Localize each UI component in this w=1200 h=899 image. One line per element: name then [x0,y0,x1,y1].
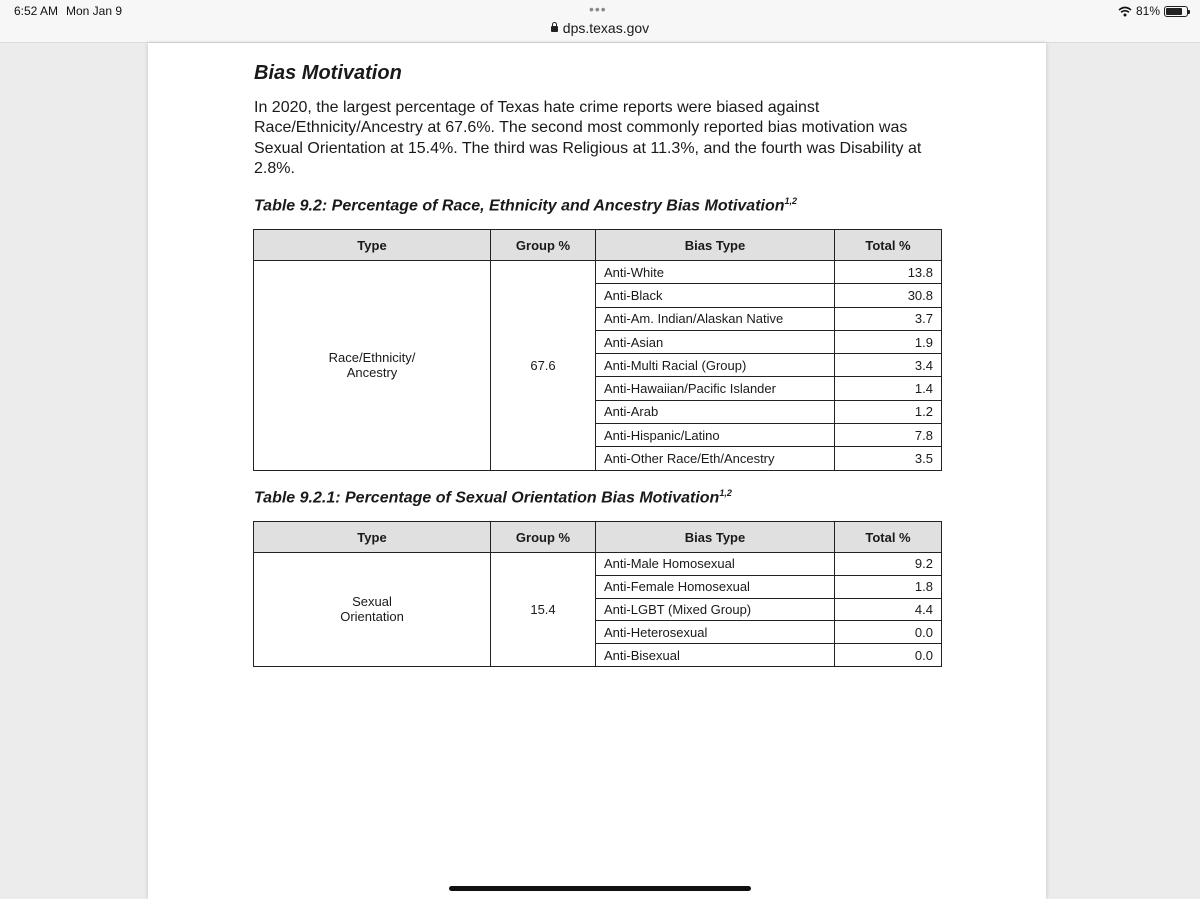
url-text: dps.texas.gov [562,20,650,36]
table-row [254,553,942,576]
status-date: Mon Jan 9 [66,4,123,18]
intro-paragraph: In 2020, the largest percentage of Texas hate crime reports were biased against Race/Ethnicity/Ancestry at 67.6%. The second most commonly reported bias motivation was Sexual Orientation at 15.4%. The third was Religious at 11.3%, and the fourth was Disability at 2.8%. [254,99,922,178]
battery-level [1166,8,1182,15]
total-pct-cell: 30.8 [835,284,942,307]
group-pct-cell: 15.4 [491,553,596,667]
wifi-icon [1118,6,1132,17]
bias-type-cell: Anti-Bisexual [596,644,835,667]
total-pct-cell: 1.8 [835,575,942,598]
total-pct-cell: 0.0 [835,621,942,644]
total-pct-cell: 9.2 [835,553,942,576]
column-header: Type [254,230,491,261]
total-pct-cell: 7.8 [835,424,942,447]
bias-type-cell: Anti-Heterosexual [596,621,835,644]
table-header-row [254,522,942,553]
bias-type-cell: Anti-Arab [596,400,835,423]
bias-type-cell: Anti-Hawaiian/Pacific Islander [596,377,835,400]
status-bar [0,0,1200,43]
total-pct-cell: 3.4 [835,354,942,377]
column-header: Total % [835,230,942,261]
bias-type-cell: Anti-Hispanic/Latino [596,424,835,447]
column-header: Group % [491,522,596,553]
more-dots-icon[interactable]: ••• [589,1,607,17]
column-header: Group % [491,230,596,261]
bias-type-cell: Anti-Female Homosexual [596,575,835,598]
bias-type-cell: Anti-Asian [596,330,835,353]
caption-text: Table 9.2: Percentage of Race, Ethnicity and Ancestry Bias Motivation [254,197,785,215]
bias-type-cell: Anti-Am. Indian/Alaskan Native [596,307,835,330]
column-header: Type [254,522,491,553]
column-header: Bias Type [596,230,835,261]
total-pct-cell: 4.4 [835,598,942,621]
type-text: Ancestry [346,365,398,381]
table-row [254,261,942,284]
race-bias-table [253,229,942,471]
group-pct-cell: 67.6 [491,261,596,471]
caption-footnote: 1,2 [719,488,732,498]
status-indicators [1118,4,1188,18]
address-bar[interactable] [0,20,1200,36]
total-pct-cell: 3.7 [835,307,942,330]
total-pct-cell: 1.2 [835,400,942,423]
bias-type-cell: Anti-Other Race/Eth/Ancestry [596,447,835,470]
total-pct-cell: 1.9 [835,330,942,353]
status-time: 6:52 AM [14,4,59,18]
bias-type-cell: Anti-Black [596,284,835,307]
document-page [148,43,1046,899]
section-heading: Bias Motivation [254,62,402,84]
sexual-orientation-bias-table [253,521,942,667]
bias-type-cell: Anti-LGBT (Mixed Group) [596,598,835,621]
caption-footnote: 1,2 [784,196,798,206]
home-indicator[interactable] [449,886,751,891]
battery-percent: 81% [1135,4,1160,18]
battery-icon [1164,6,1188,17]
total-pct-cell: 13.8 [835,261,942,284]
column-header: Total % [835,522,942,553]
type-cell [254,261,491,471]
total-pct-cell: 3.5 [835,447,942,470]
bias-type-cell: Anti-White [596,261,835,284]
bias-type-cell: Anti-Male Homosexual [596,553,835,576]
caption-text: Table 9.2.1: Percentage of Sexual Orientation Bias Motivation [254,489,720,507]
total-pct-cell: 0.0 [835,644,942,667]
type-text: Orientation [340,609,404,625]
total-pct-cell: 1.4 [835,377,942,400]
table-header-row [254,230,942,261]
table-caption-sexual-orientation [254,488,732,507]
type-text: Sexual [352,594,392,610]
bias-type-cell: Anti-Multi Racial (Group) [596,354,835,377]
table-caption-race [254,196,797,215]
lock-icon [551,26,558,32]
type-text: Race/Ethnicity/ [328,350,416,366]
type-cell [254,553,491,667]
column-header: Bias Type [596,522,835,553]
